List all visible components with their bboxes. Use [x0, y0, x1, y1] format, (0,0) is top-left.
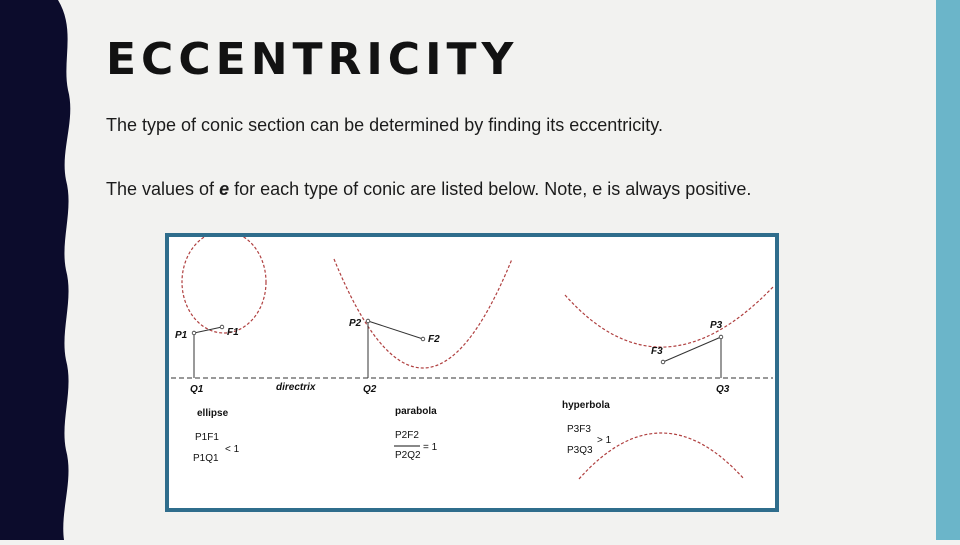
note-text-end: for each type of conic are listed below. Note, e is always positive. — [229, 179, 752, 199]
note-paragraph — [106, 177, 751, 201]
ellipse-point — [192, 331, 196, 335]
slide-title: ECCENTRICITY — [106, 34, 519, 85]
eccentricity-symbol: e — [219, 179, 230, 199]
ellipse-focal-segment — [194, 327, 222, 333]
ellipse-ratio-relation: < 1 — [225, 444, 240, 455]
parabola-ratio-denominator: P2Q2 — [395, 450, 421, 461]
hyperbola-ratio-relation: > 1 — [597, 435, 612, 446]
hyperbola-upper-branch — [565, 287, 773, 347]
parabola-focus-label: F2 — [428, 334, 440, 345]
parabola-point-label: P2 — [349, 318, 362, 329]
ellipse-focus-label: F1 — [227, 327, 239, 338]
ellipse-name-label: ellipse — [197, 408, 229, 419]
hyperbola-name-label: hyperbola — [562, 400, 610, 411]
hyperbola-ratio-denominator: P3Q3 — [567, 445, 593, 456]
note-text-start: The values of — [106, 179, 220, 199]
right-accent-bar — [936, 0, 960, 540]
parabola-focus-point — [421, 337, 425, 341]
conic-eccentricity-figure — [165, 233, 779, 512]
parabola-ratio-relation: = 1 — [423, 442, 438, 453]
directrix-label: directrix — [276, 382, 316, 393]
ellipse-foot-label: Q1 — [190, 384, 204, 395]
hyperbola-focal-segment — [663, 337, 721, 362]
parabola-curve — [334, 259, 512, 368]
ellipse-ratio-numerator: P1F1 — [195, 432, 219, 443]
hyperbola-ratio-numerator: P3F3 — [567, 424, 591, 435]
ellipse-focus-point — [220, 325, 224, 329]
parabola-name-label: parabola — [395, 406, 437, 417]
ellipse-curve — [182, 237, 266, 333]
ellipse-ratio-denominator: P1Q1 — [193, 453, 219, 464]
parabola-point — [366, 319, 370, 323]
ellipse-point-label: P1 — [175, 330, 188, 341]
hyperbola-point-label: P3 — [710, 320, 723, 331]
hyperbola-point — [719, 335, 723, 339]
hyperbola-focus-label: F3 — [651, 346, 663, 357]
parabola-foot-label: Q2 — [363, 384, 377, 395]
intro-paragraph: The type of conic section can be determined by finding its eccentricity. — [106, 115, 663, 135]
parabola-focal-segment — [368, 321, 423, 339]
left-decorative-band — [0, 0, 80, 540]
conic-diagram — [169, 237, 775, 508]
wavy-band-shape — [0, 0, 80, 540]
parabola-ratio-numerator: P2F2 — [395, 430, 419, 441]
hyperbola-foot-label: Q3 — [716, 384, 730, 395]
hyperbola-focus-point — [661, 360, 665, 364]
